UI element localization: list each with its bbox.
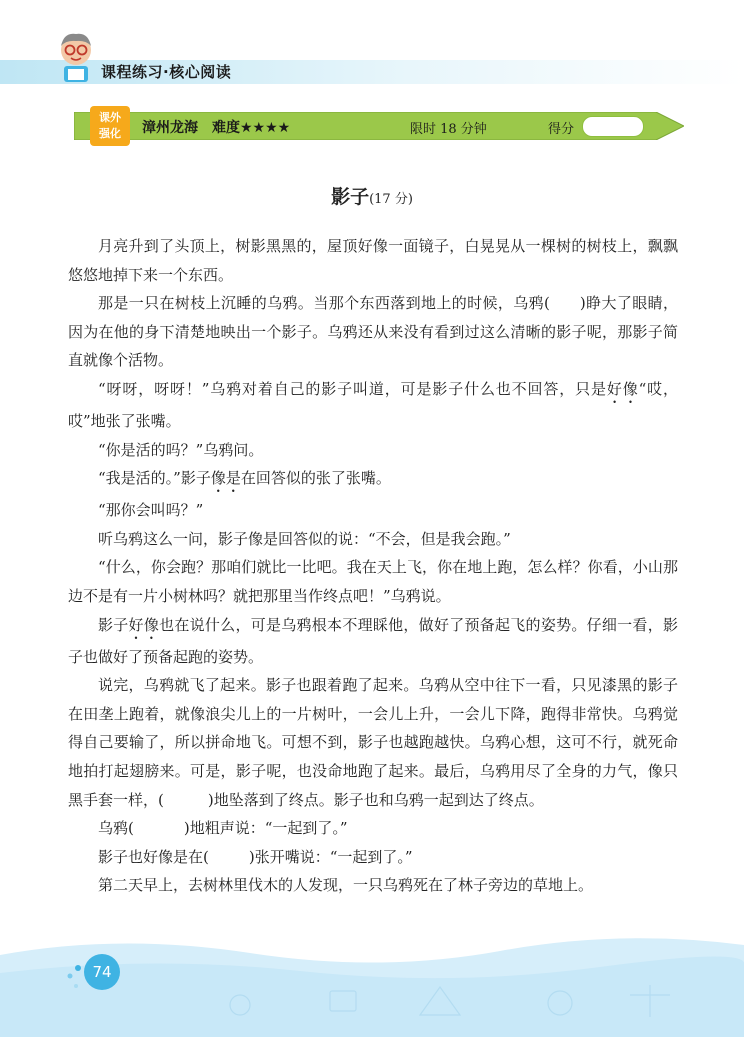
paragraph-2-text-a: 那是一只在树枝上沉睡的乌鸦。当那个东西落到地上的时候，乌鸦( bbox=[98, 294, 550, 313]
paragraph-10-text-b: )地坠落到了终点。影子也和乌鸦一起到达了终点。 bbox=[207, 790, 544, 809]
title-main: 影子 bbox=[331, 186, 370, 208]
paragraph-11 bbox=[68, 814, 678, 843]
page-dots-decoration bbox=[62, 962, 84, 992]
page-number: 74 bbox=[84, 954, 120, 990]
paragraph-5 bbox=[68, 464, 678, 496]
emphasized-word-2: 像是 bbox=[210, 469, 241, 488]
paragraph-11-text-b: )地粗声说：“一起到了。” bbox=[183, 819, 348, 838]
paragraph-10 bbox=[68, 671, 678, 814]
emphasized-word-3: 好像 bbox=[128, 615, 160, 634]
paragraph-9 bbox=[68, 611, 678, 672]
article-title bbox=[0, 182, 744, 209]
paragraph-10-text-a: 说完，乌鸦就飞了起来。影子也跟着跑了起来。乌鸦从空中往下一看，只见漆黑的影子在田垄上跑着，就像浪尖儿上的一片树叶，一会儿上升，一会儿下降，跑得非常快。乌鸦觉得自己要输了，所以拼命地飞。可想不到，影子也越跑越快。乌鸦心想，这可不行，就死命地拍打起翅膀来。可是，影子呢，也没命地跑了起来。最后，乌鸦用尽了全身的力气，像只黑手套一样，( bbox=[68, 676, 678, 809]
header-title: 课程练习·核心阅读 bbox=[101, 63, 232, 81]
paragraph-13: 第二天早上，去树林里伐木的人发现，一只乌鸦死在了林子旁边的草地上。 bbox=[98, 876, 594, 895]
paragraph-6: “那你会叫吗？” bbox=[98, 501, 204, 520]
paragraph-1: 月亮升到了头顶上，树影黑黑的，屋顶好像一面镜子，白晃晃从一棵树的树枝上，飘飘悠悠地掉下来一个东西。 bbox=[68, 237, 678, 284]
paragraph-4: “你是活的吗？”乌鸦问。 bbox=[98, 440, 264, 459]
article-body bbox=[68, 232, 678, 900]
paragraph-9-text-a: 影子 bbox=[98, 615, 129, 634]
paragraph-3-text-b: “哎，哎”地张了张嘴。 bbox=[68, 379, 678, 430]
tag-line-2: 强化 bbox=[99, 127, 121, 140]
title-score: (17 分) bbox=[369, 192, 413, 207]
paragraph-5-text-a: “我是活的。”影子 bbox=[98, 469, 211, 488]
score-input-box[interactable] bbox=[582, 116, 644, 137]
paragraph-2-text-b: )睁大了眼睛，因为在他的身下清楚地映出一个影子。乌鸦还从来没有看到过这么清晰的影子呢，那影子简直就像个活物。 bbox=[68, 294, 678, 370]
paragraph-11-text-a: 乌鸦( bbox=[98, 819, 134, 838]
region-label: 漳州龙海 bbox=[142, 120, 198, 136]
paragraph-3 bbox=[68, 375, 678, 436]
paragraph-12 bbox=[68, 843, 678, 872]
extracurricular-tag bbox=[90, 106, 130, 146]
tag-line-1: 课外 bbox=[99, 111, 121, 124]
time-limit-label: 限时 18 分钟 bbox=[410, 122, 487, 137]
paragraph-9-text-b: 也在说什么，可是乌鸦根本不理睬他，做好了预备起飞的姿势。仔细一看，影子也做好了预备起跑的姿势。 bbox=[68, 615, 678, 666]
paragraph-12-text-a: 影子也好像是在( bbox=[98, 847, 209, 866]
paragraph-7: 听乌鸦这么一问，影子像是回答似的说：“不会，但是我会跑。” bbox=[98, 529, 511, 548]
score-label: 得分 bbox=[548, 122, 575, 137]
paragraph-2 bbox=[68, 289, 678, 375]
paragraph-8: “什么，你会跑？那咱们就比一比吧。我在天上飞，你在地上跑，怎么样？你看，小山那边不是有一片小树林吗？就把那里当作终点吧！”乌鸦说。 bbox=[68, 558, 678, 605]
emphasized-word-1: 好像 bbox=[606, 379, 639, 398]
paragraph-3-text-a: “呀呀，呀呀！”乌鸦对着自己的影子叫道，可是影子什么也不回答，只是 bbox=[98, 379, 607, 398]
paragraph-5-text-b: 在回答似的张了张嘴。 bbox=[240, 469, 391, 488]
mascot-icon bbox=[52, 28, 100, 84]
difficulty-label: 难度★★★★ bbox=[212, 120, 291, 136]
paragraph-12-text-b: )张开嘴说：“一起到了。” bbox=[248, 847, 413, 866]
